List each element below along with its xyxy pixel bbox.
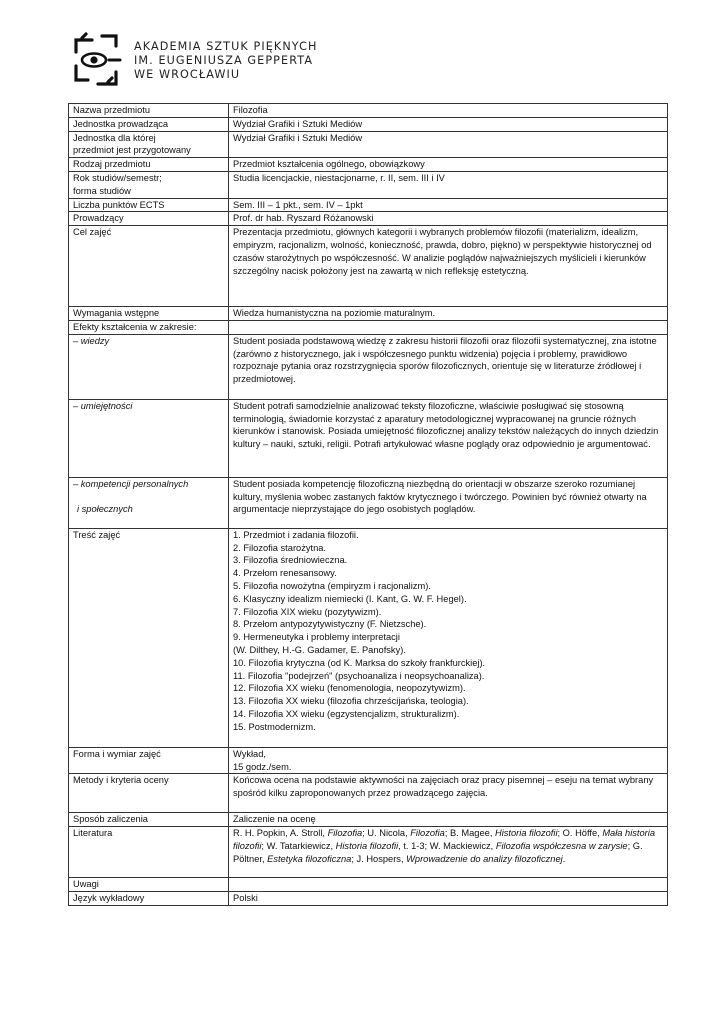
literature-text: R. H. Popkin, A. Stroll, xyxy=(233,828,328,839)
page-header xyxy=(68,32,668,90)
literature-text: ; W. Tatarkiewicz, xyxy=(261,840,336,851)
label-rok-line-2: forma studiów xyxy=(73,185,131,196)
literature-title: Filozofia xyxy=(410,828,445,839)
value-rok: Studia licencjackie, niestacjonarne, r. II, sem. III i IV xyxy=(229,171,668,198)
literature-title: Historia filozofii xyxy=(495,828,558,839)
value-cel: Prezentacja przedmiotu, głównych kategorii i wybranych problemów filozofii (materializm, idealizm, empiryzm, racjonalizm, wolność, konieczność, prawda, dobro, piękno) w perspektywie historycznej od czasów starożytnych po współczesność. W analizie poglądów najważniejszych myślicieli i kierunków szczególny nacisk położony jest na zawartą w nich refleksję estetyczną. xyxy=(229,226,668,307)
row-metody xyxy=(69,774,668,813)
topic-item: 4. Przełom renesansowy. xyxy=(233,568,337,579)
literature-title: Mała historia filozofii xyxy=(233,828,656,851)
value-metody: Końcowa ocena na podstawie aktywności na zajęciach oraz pracy pisemnej – eseju na temat wybrany spośród kilku zaproponowanych przez prowadzącego zajęcia. xyxy=(229,774,668,813)
value-efekty-empty xyxy=(229,320,668,334)
literature-title: Wprowadzenie do analizy filozoficznej xyxy=(406,853,563,864)
topic-item: 12. Filozofia XX wieku (fenomenologia, neopozytywizm). xyxy=(233,683,466,694)
value-rodzaj: Przedmiot kształcenia ogólnego, obowiązkowy xyxy=(229,158,668,172)
value-nazwa: Filozofia xyxy=(229,104,668,118)
label-zaliczenie: Sposób zaliczenia xyxy=(69,813,229,827)
syllabus-table xyxy=(68,103,668,906)
row-forma xyxy=(69,747,668,774)
label-wymagania: Wymagania wstępne xyxy=(69,307,229,321)
label-kompetencje xyxy=(69,477,229,528)
label-jezyk: Język wykładowy xyxy=(69,891,229,905)
value-zaliczenie: Zaliczenie na ocenę xyxy=(229,813,668,827)
value-dla: Wydział Grafiki i Sztuki Mediów xyxy=(229,131,668,158)
row-rok xyxy=(69,171,668,198)
label-literatura: Literatura xyxy=(69,827,229,878)
label-rodzaj: Rodzaj przedmiotu xyxy=(69,158,229,172)
row-kompetencje xyxy=(69,477,668,528)
row-literatura xyxy=(69,827,668,878)
topic-item: 9. Hermeneutyka i problemy interpretacji xyxy=(233,632,400,643)
value-ects: Sem. III – 1 pkt., sem. IV – 1pkt xyxy=(229,198,668,212)
literature-title: Historia filozofii xyxy=(335,840,399,851)
row-wiedzy xyxy=(69,334,668,399)
literature-text: ; O. Höffe, xyxy=(557,828,603,839)
label-rok-line-1: Rok studiów/semestr; xyxy=(73,172,162,183)
topic-item: 13. Filozofia XX wieku (filozofia chrześcijańska, teologia). xyxy=(233,696,469,707)
value-literatura xyxy=(229,827,668,878)
institution-line-3: WE WROCŁAWIU xyxy=(134,68,241,81)
row-wymagania xyxy=(69,307,668,321)
label-wiedzy: – wiedzy xyxy=(69,334,229,399)
institution-line-2: IM. EUGENIUSZA GEPPERTA xyxy=(134,54,314,67)
label-cel: Cel zajęć xyxy=(69,226,229,307)
topic-item: 7. Filozofia XIX wieku (pozytywizm). xyxy=(233,606,382,617)
row-dla xyxy=(69,131,668,158)
literature-text: ; U. Nicola, xyxy=(362,828,411,839)
row-cel xyxy=(69,226,668,307)
label-efekty: Efekty kształcenia w zakresie: xyxy=(69,320,229,334)
topic-item: 2. Filozofia starożytna. xyxy=(233,542,327,553)
row-prowadzacy xyxy=(69,212,668,226)
label-kompetencje-line-2: i społecznych xyxy=(77,504,133,515)
value-prowadzacy: Prof. dr hab. Ryszard Różanowski xyxy=(229,212,668,226)
value-jednostka: Wydział Grafiki i Sztuki Mediów xyxy=(229,117,668,131)
topic-item: 1. Przedmiot i zadania filozofii. xyxy=(233,529,359,540)
value-uwagi xyxy=(229,878,668,892)
literature-title: Filozofia xyxy=(327,828,363,839)
value-tresc xyxy=(229,528,668,747)
topic-item: 6. Klasyczny idealizm niemiecki (I. Kant, G. W. F. Hegel). xyxy=(233,593,467,604)
literature-text: . xyxy=(562,853,566,864)
literature-title: Estetyka filozoficzna xyxy=(267,853,352,864)
label-kompetencje-line-1: – kompetencji personalnych xyxy=(73,478,189,489)
value-wymagania: Wiedza humanistyczna na poziomie maturalnym. xyxy=(229,307,668,321)
label-uwagi: Uwagi xyxy=(69,878,229,892)
topic-item: 10. Filozofia krytyczna (od K. Marksa do szkoły frankfurckiej). xyxy=(233,657,486,668)
label-nazwa: Nazwa przedmiotu xyxy=(69,104,229,118)
literature-title: Filozofia współczesna w zarysie xyxy=(495,840,628,851)
label-metody: Metody i kryteria oceny xyxy=(69,774,229,813)
label-ects: Liczba punktów ECTS xyxy=(69,198,229,212)
value-forma xyxy=(229,747,668,774)
label-dla xyxy=(69,131,229,158)
institution-name xyxy=(134,40,318,82)
row-jezyk xyxy=(69,891,668,905)
row-jednostka xyxy=(69,117,668,131)
label-tresc: Treść zajęć xyxy=(69,528,229,747)
label-dla-line-1: Jednostka dla której xyxy=(73,132,156,143)
row-ects xyxy=(69,198,668,212)
topic-item: 8. Przełom antypozytywistyczny (F. Nietzsche). xyxy=(233,619,427,630)
row-efekty xyxy=(69,320,668,334)
value-wiedzy: Student posiada podstawową wiedzę z zakresu historii filozofii oraz filozofii systematycznej, zna istotne (zarówno z historycznego, jak i współczesnego punktu widzenia) pojęcia i problemy, prawidłowo rozpoznaje pytania oraz rozstrzygnięcia sporów filozoficznych, orientuje się w literaturze źródłowej i przedmiotowej. xyxy=(229,334,668,399)
row-uwagi xyxy=(69,878,668,892)
label-umiejetnosci: – umiejętności xyxy=(69,399,229,477)
topic-item: 15. Postmodernizm. xyxy=(233,721,316,732)
topic-item: 3. Filozofia średniowieczna. xyxy=(233,555,348,566)
value-forma-line-1: Wykład, xyxy=(233,748,266,759)
topic-item: 5. Filozofia nowożytna (empiryzm i racjonalizm). xyxy=(233,580,431,591)
label-forma: Forma i wymiar zajęć xyxy=(69,747,229,774)
academy-logo-icon xyxy=(68,32,124,88)
row-rodzaj xyxy=(69,158,668,172)
label-prowadzacy: Prowadzący xyxy=(69,212,229,226)
value-kompetencje: Student posiada kompetencję filozoficzną niezbędną do orientacji w obszarze szeroko rozumianej kultury, myślenia wobec zastanych faktów krytycznego i twórczego. Powinien być również otwarty na argumentacje nieprzystające do jego osobistych poglądów. xyxy=(229,477,668,528)
label-jednostka: Jednostka prowadząca xyxy=(69,117,229,131)
label-rok xyxy=(69,171,229,198)
topic-item: (W. Dilthey, H.-G. Gadamer, E. Panofsky). xyxy=(233,644,406,655)
topic-item: 14. Filozofia XX wieku (egzystencjalizm, strukturalizm). xyxy=(233,708,460,719)
literature-text: ; B. Magee, xyxy=(444,828,495,839)
value-forma-line-2: 15 godz./sem. xyxy=(233,761,292,772)
value-jezyk: Polski xyxy=(229,891,668,905)
institution-line-1: AKADEMIA SZTUK PIĘKNYCH xyxy=(134,40,318,53)
literature-text: ; J. Hospers, xyxy=(351,853,407,864)
row-nazwa xyxy=(69,104,668,118)
topics-list xyxy=(233,529,663,734)
topic-item: 11. Filozofia "podejrzeń" (psychoanaliza i neopsychoanaliza). xyxy=(233,670,485,681)
literature-text: ; G. Pöltner, xyxy=(233,840,643,864)
value-umiejetnosci: Student potrafi samodzielnie analizować teksty filozoficzne, właściwie posługiwać się stosowną terminologią, świadomie korzystać z aparatury metodologicznej wypracowanej na gruncie różnych kierunków i stanowisk. Posiada umiejętność filozoficznej analizy tekstów należących do innych dziedzin kultury – nauki, sztuki, religii. Potrafi artykułować własne poglądy oraz odpowiednio je argumentować. xyxy=(229,399,668,477)
row-umiejetnosci xyxy=(69,399,668,477)
row-tresc xyxy=(69,528,668,747)
label-dla-line-2: przedmiot jest przygotowany xyxy=(73,145,191,156)
literature-text: , t. 1-3; W. Mackiewicz, xyxy=(398,840,496,851)
row-zaliczenie xyxy=(69,813,668,827)
